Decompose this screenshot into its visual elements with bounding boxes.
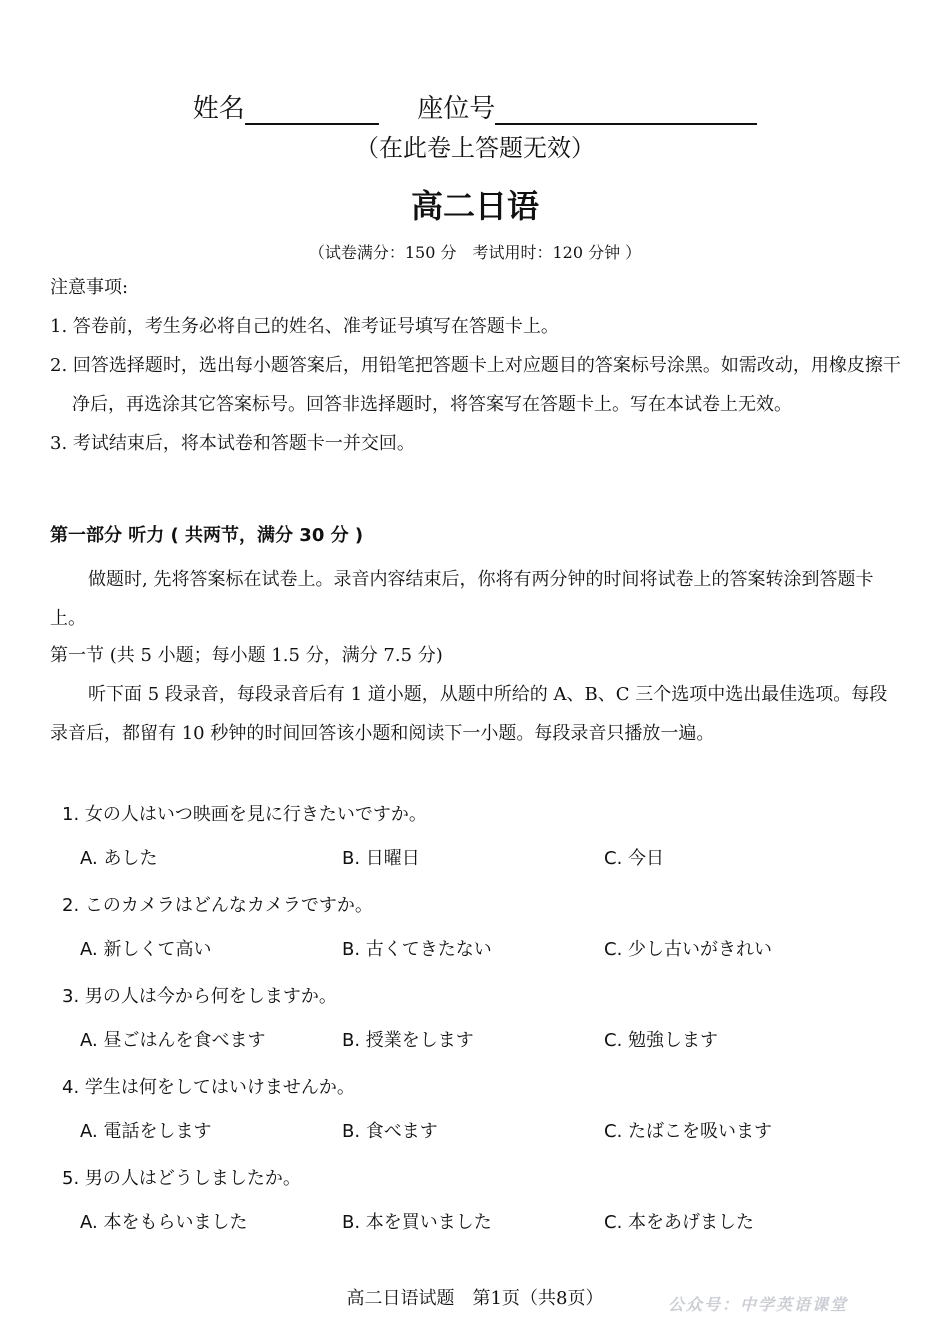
option-c: C. 少し古いがきれい xyxy=(604,939,773,960)
option-c: C. たばこを吸います xyxy=(604,1121,773,1142)
option-b: B. 食べます xyxy=(342,1121,438,1142)
name-label: 姓名 xyxy=(192,94,245,124)
option-c: C. 今日 xyxy=(604,848,665,869)
seat-label: 座位号 xyxy=(417,94,496,124)
part1-heading: 第一部分 听力 ( 共两节，满分 30 分 ) xyxy=(50,525,364,546)
note-item: 2. 回答选择题时，选出每小题答案后，用铅笔把答题卡上对应题目的答案标号涂黑。如需改动，用橡皮擦干净后，再选涂其它答案标号。回答非选择题时，将答案写在答题卡上。写在本试卷上无效。 xyxy=(50,355,901,415)
note-item: 3. 考试结束后，将本试卷和答题卡一并交回。 xyxy=(50,433,415,454)
question-stem: 5. 男の人はどうしましたか。 xyxy=(62,1168,301,1189)
option-b: B. 本を買いました xyxy=(342,1212,492,1233)
part1-description: 做题时, 先将答案标在试卷上。录音内容结束后，你将有两分钟的时间将试卷上的答案转涂到答题卡上。 xyxy=(50,569,874,629)
option-b: B. 古くてきたない xyxy=(342,939,492,960)
option-b: B. 日曜日 xyxy=(342,848,420,869)
exam-title: 高二日语 xyxy=(410,187,539,225)
notes-block xyxy=(50,268,905,463)
question-stem: 2. このカメラはどんなカメラですか。 xyxy=(62,895,373,916)
name-blank xyxy=(245,95,379,125)
question-stem: 4. 学生は何をしてはいけませんか。 xyxy=(62,1077,355,1098)
option-a: A. 昼ごはんを食べます xyxy=(80,1030,266,1051)
option-b: B. 授業をします xyxy=(342,1030,474,1051)
watermark: 公众号：中学英语课堂 xyxy=(668,1295,849,1314)
student-info-line xyxy=(0,88,950,125)
option-a: A. 電話をします xyxy=(80,1121,212,1142)
question-stem: 1. 女の人はいつ映画を見に行きたいですか。 xyxy=(62,804,427,825)
invalid-notice: （在此卷上答题无效） xyxy=(355,134,595,162)
seat-blank xyxy=(495,95,757,125)
exam-meta: （试卷满分：150 分 考试用时：120 分钟 ） xyxy=(308,243,642,262)
note-item: 1. 答卷前，考生务必将自己的姓名、准考证号填写在答题卡上。 xyxy=(50,316,559,337)
option-c: C. 本をあげました xyxy=(604,1212,755,1233)
option-c: C. 勉強します xyxy=(604,1030,719,1051)
option-a: A. 本をもらいました xyxy=(80,1212,248,1233)
notes-heading: 注意事项: xyxy=(50,277,129,298)
option-a: A. あした xyxy=(80,848,158,869)
page-footer: 高二日语试题 第1页（共8页） xyxy=(346,1288,604,1309)
option-a: A. 新しくて高い xyxy=(80,939,212,960)
section1-heading: 第一节 (共 5 小题；每小题 1.5 分，满分 7.5 分) xyxy=(50,645,443,666)
question-stem: 3. 男の人は今から何をしますか。 xyxy=(62,986,337,1007)
section1-description: 听下面 5 段录音，每段录音后有 1 道小题，从题中所给的 A、B、C 三个选项中选出最佳选项。每段录音后，都留有 10 秒钟的时间回答该小题和阅读下一小题。每段录音只播放一遍。 xyxy=(50,684,888,744)
